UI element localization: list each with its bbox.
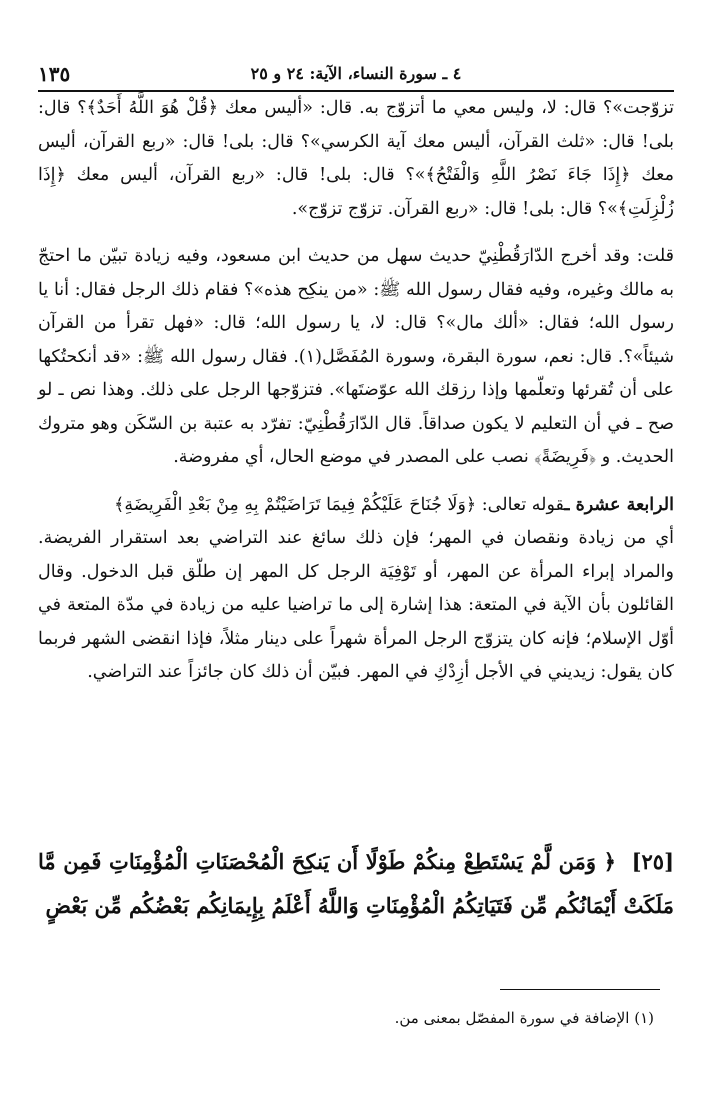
paragraph-text: قلت: وقد أخرج الدّارَقُطْنِيّ حديث سهل من حديث ابن مسعود، وفيه زيادة تبيّن ما احتجّ به مالك وغيره، وفيه فقال رسول الله ﷺ: «من ينكِح هذه»؟ فقام ذلك الرجل فقال: أنا يا رسول الله؛ فقال: «ألك مال»؟ قال: لا، يا رسول الله؛ قال: «فهل تقرأ من القرآن شيئاً»؟. قال: نعم، سورة البقرة، وسورة المُفَصَّل(١). فقال رسول الله ﷺ: «قد أنكحتُكها على أن تُقرئها وتعلّمها وإذا رزقك الله عوّضتَها». فتزوّجها الرجل على ذلك. وهذا نص ـ لو صح ـ في أن التعليم لا يكون صداقاً. قال الدّارَقُطْنِيّ: تفرّد به عتبة بن السّكَن وهو متروك الحديث. و ﴿فَرِيضَةً﴾ نصب على المصدر في موضع الحال، أي مفروضة. [38,246,674,467]
paragraph-text: أي من زيادة ونقصان في المهر؛ فإن ذلك سائغ عند التراضي بعد استقرار الفريضة. والمراد إبراء المرأة عن المهر، أو تَوْفِيَة الرجل كل المهر إن طلّق قبل الدخول. وقال القائلون بأن الآية في المتعة: هذا إشارة إلى ما تراضيا عليه من زيادة في مدّة المتعة في أوّل الإسلام؛ فإنه كان يتزوّج الرجل المرأة شهراً على دينار مثلاً، فإذا انقضى الشهر فربما كان يقول: زيديني في الأجل أزِدْكِ في المهر. فبيّن أن ذلك كان جائزاً عند التراضي. [38,528,674,682]
quran-verse [38,840,674,928]
paragraph-hadith [38,92,674,226]
running-title: ٤ ـ سورة النساء، الآية: ٢٤ و ٢٥ [250,64,462,83]
verse-text: ﴿ وَمَن لَّمْ يَسْتَطِعْ مِنكُمْ طَوْلًا أَن يَنكِحَ الْمُحْصَنَاتِ الْمُؤْمِنَاتِ فَمِن مَّا مَلَكَتْ أَيْمَانُكُم مِّن فَتَيَاتِكُمُ الْمُؤْمِنَاتِ وَاللَّهُ أَعْلَمُ بِإِيمَانِكُم بَعْضُكُم مِّن بَعْضٍ [38,849,674,918]
footnote-divider [500,989,660,990]
paragraph-daraqutni [38,240,674,475]
page-number: ١٣٥ [38,62,71,86]
paragraph-text: تزوّجت»؟ قال: لا، وليس معي ما أتزوّج به. قال: «أليس معك ﴿قُلْ هُوَ اللَّهُ أَحَدٌ﴾؟ قال: بلى! قال: «ثلث القرآن، أليس معك آية الكرسي»؟ قال: بلى! قال: «ربع القرآن، أليس معك ﴿إِذَا جَاءَ نَصْرُ اللَّهِ وَالْفَتْحُ﴾»؟ قال: بلى! قال: «ربع القرآن، أليس معك ﴿إِذَا زُلْزِلَتِ﴾»؟ قال: بلى! قال: «ربع القرآن. تزوّج تزوّج». [38,98,674,219]
ruling-heading [38,489,674,523]
ruling-lead: الرابعة عشرة ـ [564,494,674,515]
ruling-verse: قوله تعالى: ﴿وَلَا جُنَاحَ عَلَيْكُمْ فِيمَا تَرَاضَيْتُمْ بِهِ مِنْ بَعْدِ الْفَرِيضَةِ﴾ [114,494,565,515]
paragraph-fourteenth-ruling [38,489,674,690]
verse-number: [٢٥] [631,849,674,874]
footnote: (١) الإضافة في سورة المفصّل بمعنى من. [394,1009,654,1027]
page-header [38,58,674,92]
body-text [38,92,674,690]
